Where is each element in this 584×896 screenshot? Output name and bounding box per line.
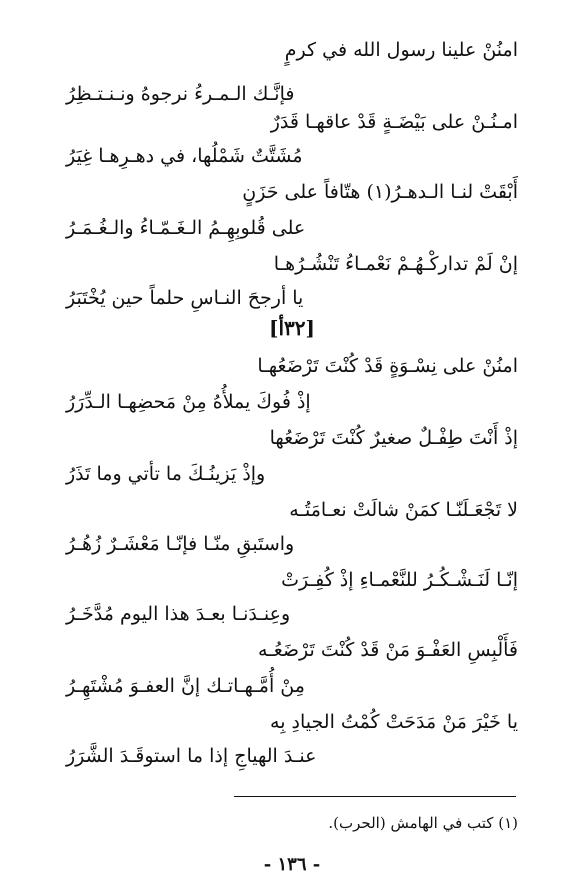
verse-line: عنـدَ الهياجِ إذا ما استوقَـدَ الشَّرَرُ xyxy=(66,745,317,767)
verse-line: امنُنْ على نِسْـوَةٍ قَدْ كُنْتَ تَرْضَعُهـا xyxy=(257,355,518,377)
verse-line: امـنُـنْ على بَيْضَـةٍ قَدْ عاقهـا قَدَرٌ xyxy=(270,111,518,133)
verse-line: يا أرجحَ النـاسِ حلماً حين يُخْتَبَرُ xyxy=(66,287,304,309)
verse-line: وإذْ يَزينُـكَ ما تأتي وما تَذَرُ xyxy=(66,463,266,485)
verse-line: إنّـا لَنَـشْـكُـرُ للنَّعْمـاءِ إذْ كُفِـرَتْ xyxy=(281,569,518,591)
verse-line: فإنَّـك الـمـرءُ نرجوهُ ونـنـتـظِرُ xyxy=(66,83,295,105)
verse-line: يا خَيْرَ مَنْ مَدَحَتْ كُمْتُ الجيادِ بِه xyxy=(270,711,518,733)
footnote: (١) كتب في الهامش (الحرب). xyxy=(328,814,518,832)
verse-line: مِنْ أُمَّـهـاتـك إنَّ العفـوَ مُشْتَهِـرُ xyxy=(66,675,305,697)
manuscript-folio-marker: [٣٢أ] xyxy=(269,316,315,340)
page-number: - ١٣٦ - xyxy=(263,854,321,875)
verse-line: امنُنْ علينا رسول الله في كرمٍ xyxy=(284,39,518,61)
footnote-divider xyxy=(234,796,516,797)
verse-line: مُشَتَّتٌ شَمْلُها، في دهـرِهـا غِيَرُ xyxy=(66,145,303,167)
verse-line: إذْ أَنْتَ طِفْـلٌ صغيرٌ كُنْتَ تَرْضَعُها xyxy=(269,427,518,449)
verse-line: وعِنـدَنـا بعـدَ هذا اليوم مُدَّخَـرُ xyxy=(66,603,291,625)
verse-line: أَبْقَتْ لنـا الـدهـرُ(١) هتّافاً على حَزَنٍ xyxy=(242,181,518,203)
verse-line: واستَبقِ منّـا فإنّـا مَعْشَـرٌ زُهُـرُ xyxy=(66,533,295,555)
verse-line: إنْ لَمْ تداركْـهُـمْ نَعْمـاءُ تَنْشُـرُهـا xyxy=(273,253,518,275)
verse-line: على قُلوبِهِـمُ الـغَـمّـاءُ والـغُـمَـرُ xyxy=(66,217,306,239)
verse-line: إذْ فُوكَ يملأُهُ مِنْ مَحضِهـا الـدِّرَرُ xyxy=(66,391,311,413)
verse-line: فَأَلْبِسِ العَفْـوَ مَنْ قَدْ كُنْتَ تَرْضَعُـه xyxy=(258,639,518,661)
verse-line: لا تَجْعَـلَنّـا كمَنْ شالَتْ نعـامَتُـه xyxy=(289,499,518,521)
